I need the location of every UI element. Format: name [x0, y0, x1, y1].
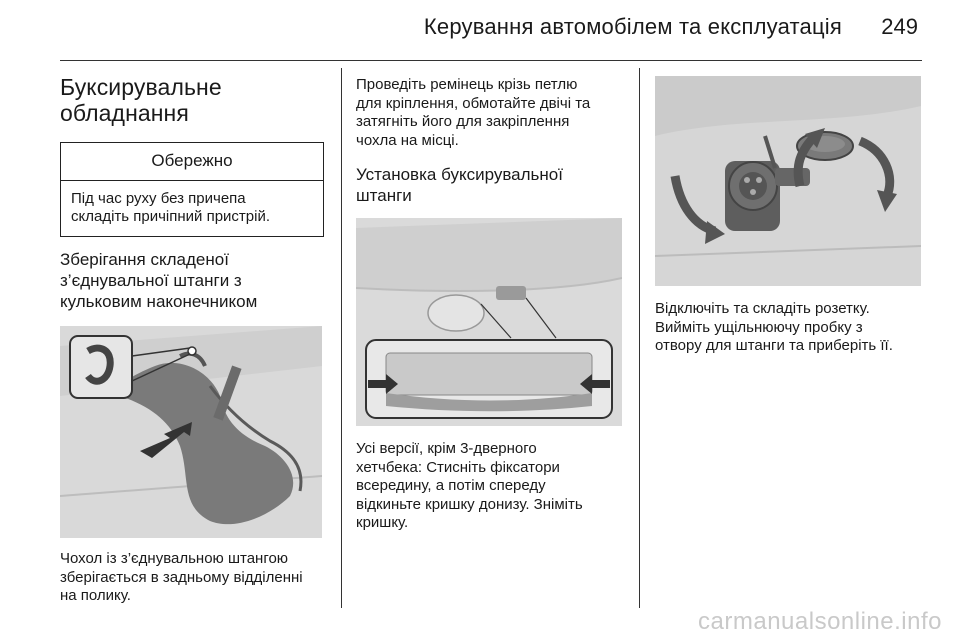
section-title-line: Буксирувальне — [60, 74, 222, 100]
caption-line: на полику. — [60, 587, 131, 604]
caution-heading: Обережно — [61, 143, 323, 181]
illustration-caption — [60, 550, 324, 606]
caption-line: відкиньте кришку донизу. Зніміть — [356, 495, 583, 513]
paragraph-line: затягніть його для закріплення — [356, 113, 570, 130]
section-title — [60, 74, 324, 126]
subsection-title — [60, 249, 324, 312]
illustration-caption — [655, 300, 921, 356]
caution-text-line: складіть причіпний пристрій. — [71, 208, 271, 225]
caption-line: Чохол із з’єднувальною штангою — [60, 550, 289, 567]
column-divider — [341, 68, 342, 608]
section-title-line: обладнання — [60, 100, 189, 126]
subsection-title — [356, 164, 622, 206]
caution-box — [60, 142, 324, 237]
chapter-title: Керування автомобілем та експлуатація — [423, 14, 842, 39]
socket-removal-illustration — [655, 76, 921, 286]
caption-line: всередину, а потім спереду — [356, 477, 546, 494]
paragraph-line: Проведіть ремінець крізь петлю — [356, 76, 578, 93]
caption-line: зберігається в задньому відділенні — [60, 568, 303, 586]
caution-text — [61, 181, 323, 236]
watermark: carmanualsonline.info — [698, 608, 942, 635]
header-rule — [60, 60, 922, 61]
column-1 — [60, 68, 324, 606]
caption-line: Відключіть та складіть розетку. — [655, 300, 870, 317]
column-3 — [655, 68, 921, 356]
towbar-cover-illustration — [356, 218, 622, 426]
paragraph-line: для кріплення, обмотайте двічі та — [356, 94, 591, 112]
subsection-title-line: Зберігання складеної — [60, 250, 229, 269]
paragraph-line: чохла на місці. — [356, 131, 459, 149]
caption-line: отвору для штанги та приберіть її. — [655, 337, 893, 354]
body-paragraph — [356, 76, 622, 150]
subsection-title-line: з’єднувальної штанги з — [60, 271, 242, 290]
subsection-title-line: штанги — [356, 186, 412, 205]
caption-line: Усі версії, крім 3-дверного — [356, 440, 537, 457]
caution-text-line: Під час руху без причепа — [71, 190, 246, 207]
subsection-title-line: кульковим наконечником — [60, 292, 258, 311]
column-2 — [356, 68, 622, 533]
column-divider — [639, 68, 640, 608]
caption-line: кришку. — [356, 514, 409, 531]
page-header — [0, 0, 960, 62]
caption-line: хетчбека: Стисніть фіксатори — [356, 458, 560, 476]
page-number: 249 — [881, 14, 918, 39]
towbar-storage-illustration — [60, 326, 322, 538]
subsection-title-line: Установка буксирувальної — [356, 165, 563, 184]
caption-line: Вийміть ущільнюючу пробку з — [655, 318, 863, 336]
illustration-caption — [356, 440, 622, 533]
